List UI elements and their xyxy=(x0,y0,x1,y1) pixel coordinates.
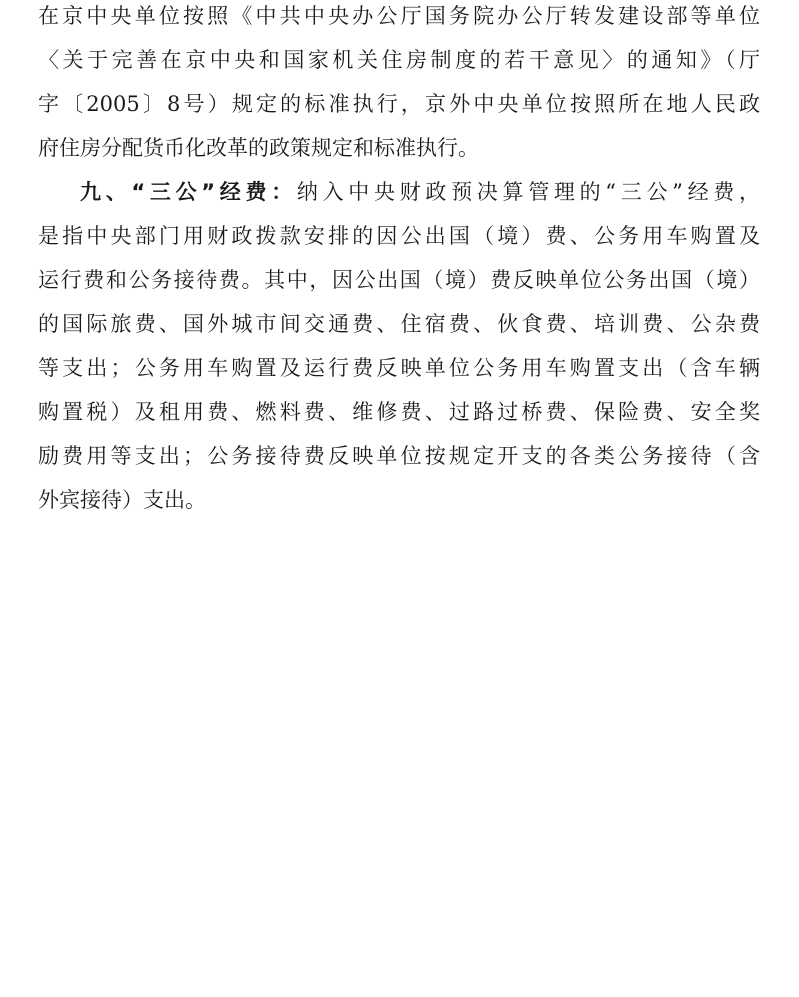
paragraph-2-line-8: 外宾接待）支出。 xyxy=(38,488,206,512)
section-heading: 九、“三公”经费： xyxy=(80,180,297,204)
paragraph-1-line-1: 在京中央单位按照《中共中央办公厅国务院办公厅转发建设部等单位 xyxy=(38,4,760,28)
paragraph-2-line-1 xyxy=(80,177,760,207)
paragraph-2-line-1-text: 纳入中央财政预决算管理的“三公”经费， xyxy=(296,180,760,204)
paragraph-2-line-4: 的国际旅费、国外城市间交通费、住宿费、伙食费、培训费、公杂费 xyxy=(38,312,760,336)
paragraph-2-line-7: 励费用等支出；公务接待费反映单位按规定开支的各类公务接待（含 xyxy=(38,444,760,468)
paragraph-1-line-2: 〈关于完善在京中央和国家机关住房制度的若干意见〉的通知》（厅 xyxy=(38,48,760,72)
paragraph-1-line-4: 府住房分配货币化改革的政策规定和标准执行。 xyxy=(38,136,479,160)
paragraph-2-line-2: 是指中央部门用财政拨款安排的因公出国（境）费、公务用车购置及 xyxy=(38,224,760,248)
paragraph-1-line-3: 字〔2005〕8号）规定的标准执行，京外中央单位按照所在地人民政 xyxy=(38,92,760,116)
paragraph-2-line-6: 购置税）及租用费、燃料费、维修费、过路过桥费、保险费、安全奖 xyxy=(38,400,760,424)
paragraph-2-line-3: 运行费和公务接待费。其中，因公出国（境）费反映单位公务出国（境） xyxy=(38,268,760,292)
paragraph-2-line-5: 等支出；公务用车购置及运行费反映单位公务用车购置支出（含车辆 xyxy=(38,356,760,380)
